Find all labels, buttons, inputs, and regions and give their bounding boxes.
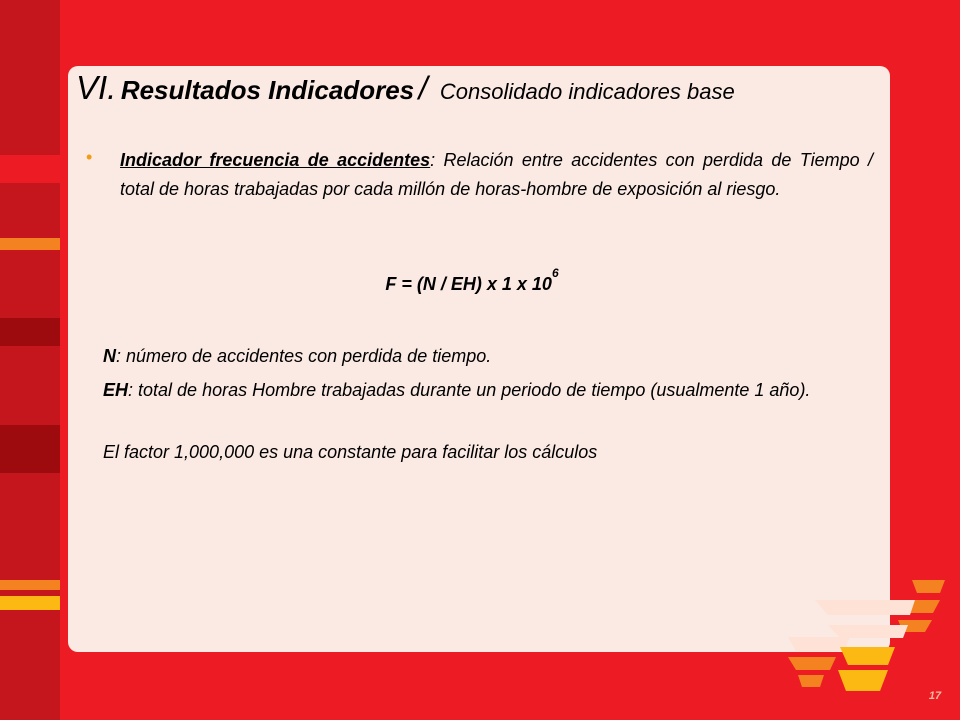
formula [0,266,960,295]
formula-text: F = (N / EH) x 1 x 10 [385,274,552,294]
left-stripe [0,318,60,346]
definition-n-text: : número de accidentes con perdida de tiempo. [116,346,492,366]
title-slash: / [418,70,428,106]
title-subtitle: Consolidado indicadores base [439,79,735,104]
left-stripe [0,580,60,590]
left-stripe [0,596,60,610]
definition-n-term: N [103,346,116,366]
left-stripe [0,238,60,250]
left-stripe [0,155,60,183]
chevron-logo-icon [780,575,950,695]
definition-eh [103,376,873,405]
bullet-term: Indicador frecuencia de accidentes [120,150,431,170]
page-number: 17 [928,690,942,702]
formula-exponent: 6 [551,266,559,280]
definition-eh-text: : total de horas Hombre trabajadas durante un periodo de tiempo (usualmente 1 año). [128,380,811,400]
definition-n [103,342,873,371]
definition-eh-term: EH [103,380,129,400]
title-main: Resultados Indicadores [120,75,415,105]
title-roman: VI. [76,69,117,106]
bullet-paragraph [120,146,873,204]
left-stripe [0,425,60,473]
left-decorative-band [0,0,60,720]
definition-factor: El factor 1,000,000 es una constante para facilitar los cálculos [103,442,598,462]
slide-title [76,66,886,110]
bullet-dot-icon: • [86,147,93,167]
bullet-text: : Relación entre accidentes con perdida de Tiempo / total de horas trabajadas por cada millón de horas-hombre de exposición al riesgo. [120,150,873,199]
